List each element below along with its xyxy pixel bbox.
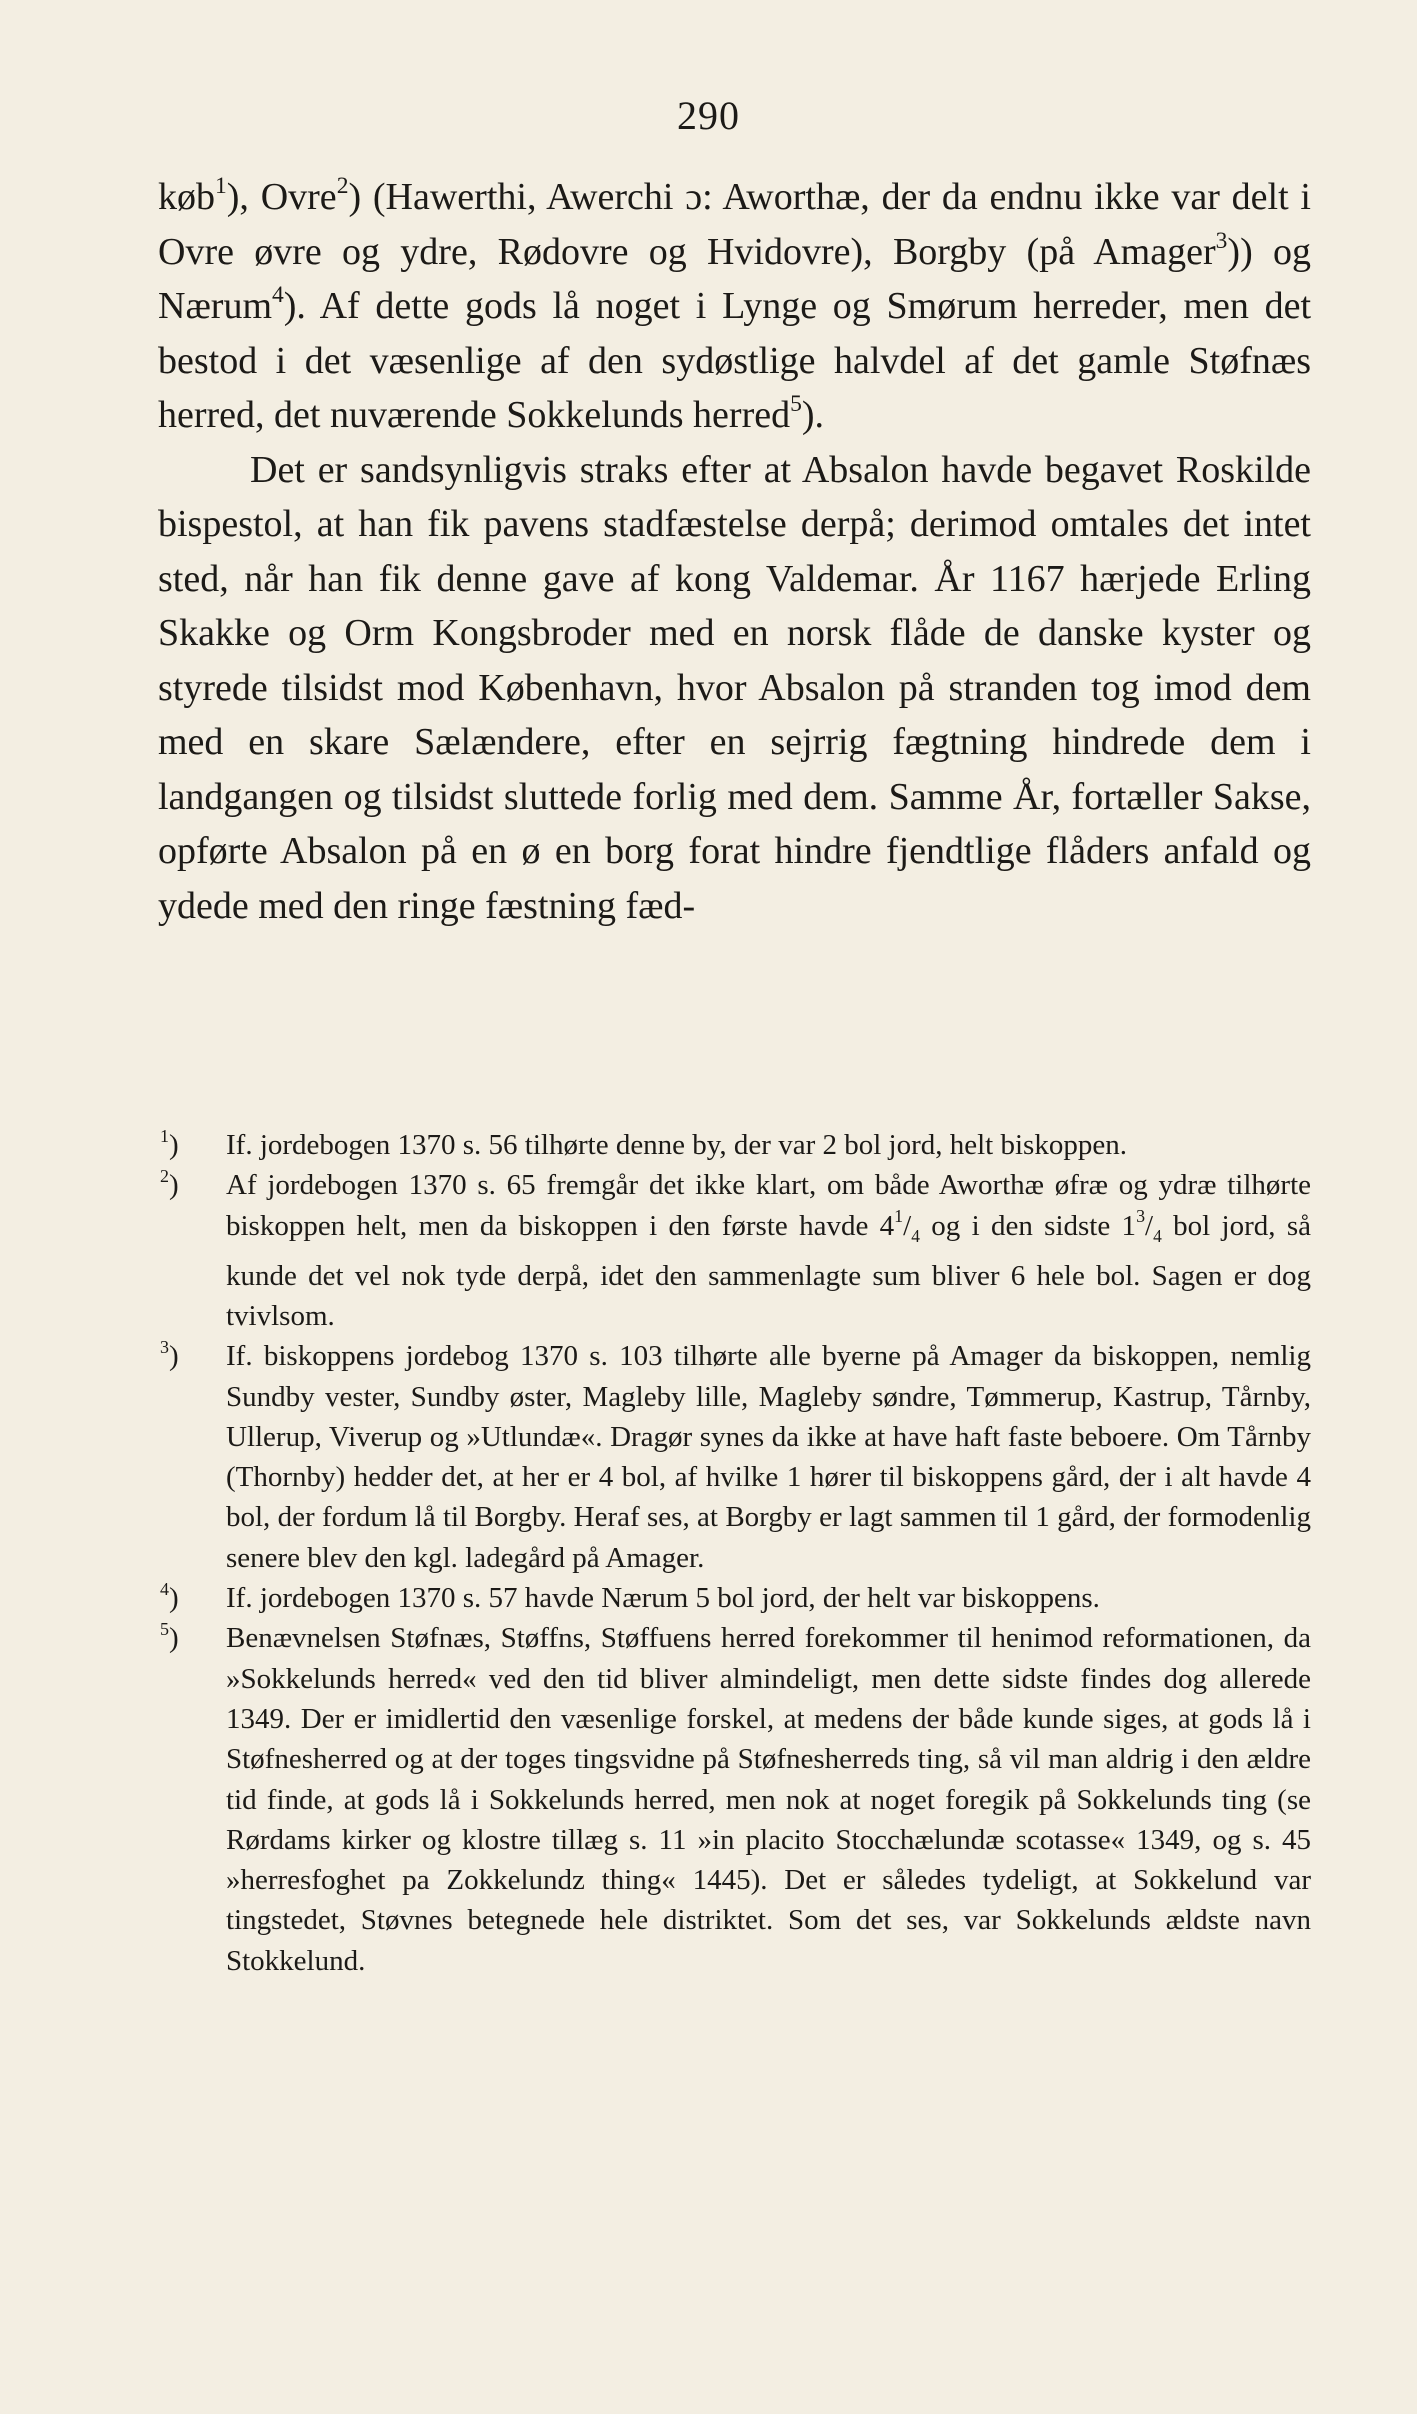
- footnote-marker: $^4$): [160, 1578, 179, 1615]
- superscript: 3: [1136, 1206, 1146, 1227]
- superscript: 5: [790, 391, 802, 417]
- subscript: 4: [911, 1225, 920, 1246]
- footnote: $^1$) If. jordebogen 1370 s. 56 tilhørte denne by, der var 2 bol jord, helt biskoppen.: [158, 1125, 1311, 1165]
- superscript: 4: [272, 282, 284, 308]
- main-text: [158, 170, 1311, 933]
- superscript: 3: [1215, 227, 1228, 254]
- footnotes: [158, 1125, 1311, 1981]
- footnote-marker: $^3$): [160, 1336, 179, 1373]
- superscript: 1: [215, 173, 227, 199]
- page-number: 290: [677, 93, 740, 138]
- footnote-marker: $^1$): [160, 1125, 179, 1161]
- footnote: $^5$) Benævnelsen Støfnæs, Støffns, Støffuens herred forekommer til henimod reformationen, da »Sokkelunds herred« ved den tid bliver almindeligt, men dette sidste findes dog allerede 1349. Der er imidlertid den væsenlige forskel, at medens der både kunde siges, at gods lå i Støfnesherred og at der toges tingsvidne på Støfnesherreds ting, så vil man aldrig i den ældre tid finde, at gods lå i Sokkelunds herred, men nok at noget foregik på Sokkelunds ting (se Rørdams kirker og klostre tillæg s. 11 »in placito Stocchælundæ scotasse« 1349, og s. 45 »herresfoghet pa Zokkelundz thing« 1445). Det er således tydeligt, at Sokkelund var tingstedet, Støvnes betegnede hele distriktet. Som det ses, var Sokkelunds ældste navn Stokkelund.: [160, 1618, 1311, 1977]
- body-paragraph: Det er sandsynligvis straks efter at Absalon havde begavet Roskilde bispestol, at han fik pavens stadfæstelse derpå; derimod omtales det intet sted, når han fik denne gave af kong Valdemar. År 1167 hærjede Erling Skakke og Orm Kongsbroder med en norsk flåde de danske kyster og styrede tilsidst mod København, hvor Absalon på stranden tog imod dem med en skare Sælændere, efter en sejrrig fægtning hindrede dem i landgangen og tilsidst sluttede forlig med dem. Samme År, fortæller Sakse, opførte Absalon på en ø en borg forat hindre fjendtlige flåders anfald og ydede med den ringe fæstning fæd-: [158, 448, 1311, 927]
- footnote: $^2$) Af jordebogen 1370 s. 65 fremgår det ikke klart, om både Aworthæ øfræ og ydræ tilhørte biskoppen helt, men da biskoppen i den første havde $4^1/_4$ og i den sidste $1^3/_4$ bol jord, så kunde det vel nok tyde derpå, idet den sammenlagte sum bliver 6 hele bol. Sagen er dog tvivlsom.: [160, 1165, 1311, 1332]
- footnote-marker: $^2$): [160, 1165, 179, 1202]
- superscript: 2: [336, 173, 349, 199]
- subscript: 4: [1153, 1225, 1162, 1246]
- footnote-marker: $^5$): [160, 1618, 179, 1655]
- superscript: 1: [894, 1206, 904, 1227]
- footnote: $^3$) If. biskoppens jordebog 1370 s. 103 tilhørte alle byerne på Amager da biskoppen, nemlig Sundby vester, Sundby øster, Magleby lille, Magleby søndre, Tømmerup, Kastrup, Tårnby, Ullerup, Viverup og »Utlundæ«. Dragør synes da ikke at have haft faste beboere. Om Tårnby (Thornby) hedder det, at her er 4 bol, af hvilke 1 hører til biskoppens gård, der i alt havde 4 bol, der fordum lå til Borgby. Heraf ses, at Borgby er lagt sammen til 1 gård, der formodenlig senere blev den kgl. ladegård på Amager.: [160, 1336, 1311, 1574]
- body-paragraph: køb$^1$), Ovre$^2$) (Hawerthi, Awerchi ɔ: Aworthæ, der da endnu ikke var delt i Ovre øvre og ydre, Rødovre og Hvidovre), Borgby (på Amager$^3$)) og Nærum$^4$). Af dette gods lå noget i Lynge og Smørum herreder, men det bestod i det væsenlige af den sydøstlige halvdel af det gamle Støfnæs herred, det nuværende Sokkelunds herred$^5$).: [158, 173, 1312, 436]
- footnote: $^4$) If. jordebogen 1370 s. 57 havde Nærum 5 bol jord, der helt var biskoppens.: [158, 1578, 1311, 1618]
